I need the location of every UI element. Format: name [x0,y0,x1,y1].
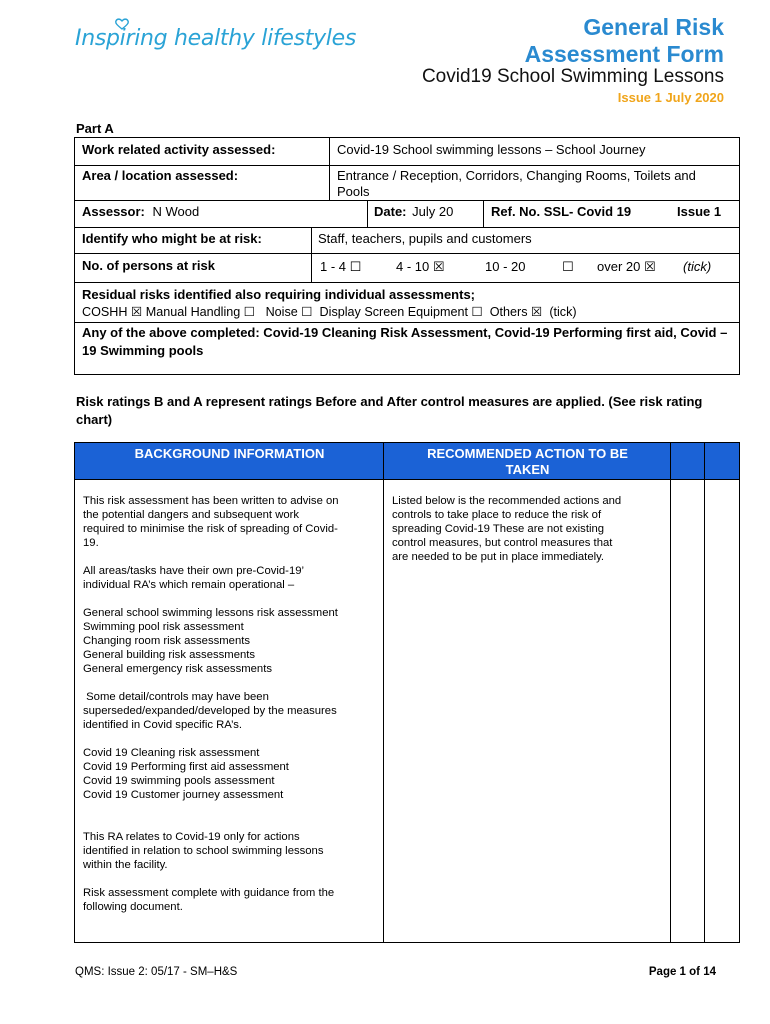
risk-ratings-note: Risk ratings B and A represent ratings Before and After control measures are applied. (See risk rating chart) [76,394,703,427]
background-info-text: This risk assessment has been written to advise on the potential dangers and subsequent work required to minimise the risk of spreading of Covid- 19. All areas/tasks have their own pre-Covid-19’ individual RA’s which remain operational – General school swimming lessons risk assessment Swimming pool risk assessment Changing room risk assessments General building risk assessments General emergency risk assessments Some detail/controls may have been superseded/expanded/developed by the measures identified in Covid specific RA’s. Covid 19 Cleaning risk assessment Covid 19 Performing first aid assessment Covid 19 swimming pools assessment Covid 19 Customer journey assessment This RA relates to Covid-19 only for actions identified in relation to school swimming lessons within the facility. Risk assessment complete with guidance from the following document. [83,495,339,913]
logo-text: Inspiring healthy lifestyles [75,26,357,51]
persons-tick-note: (tick) [683,259,712,274]
work-activity-label: Work related activity assessed: [82,142,276,157]
ref-issue: Issue 1 [677,204,722,219]
part-a-table [74,137,740,375]
who-at-risk-label: Identify who might be at risk: [82,231,262,246]
logo [75,18,355,62]
date-field [374,204,453,220]
issue-date: Issue 1 July 2020 [617,90,724,105]
who-at-risk-value: Staff, teachers, pupils and customers [318,231,532,246]
footer-doc-ref: QMS: Issue 2: 05/17 - SM–H&S [75,966,238,978]
persons-option-4-10[interactable]: 4 - 10 ☒ [396,259,445,274]
recommended-action-header: RECOMMENDED ACTION TO BE TAKEN [384,443,671,479]
residual-risks-heading: Residual risks identified also requiring individual assessments; [82,287,476,302]
work-activity-value: Covid-19 School swimming lessons – School Journey [337,142,646,157]
persons-at-risk-label: No. of persons at risk [82,258,215,273]
persons-checkbox-10-20[interactable]: ☐ [562,259,574,274]
assessor-value: N Wood [152,204,200,219]
form-title-line1: General Risk [583,14,724,40]
persons-option-over-20[interactable]: over 20 ☒ [597,259,656,274]
page-number: Page 1 of 14 [648,966,716,978]
area-value: Entrance / Reception, Corridors, Changing Rooms, Toilets and Pools [337,168,696,199]
persons-option-1-4[interactable]: 1 - 4 ☐ [320,259,362,274]
rating-b-header [671,443,705,479]
part-a-heading: Part A [76,121,114,136]
rating-a-header [705,443,739,479]
completed-assessments: Any of the above completed: Covid-19 Cleaning Risk Assessment, Covid-19 Performing first aid, Covid – 19 Swimming pools [82,325,728,358]
date-label: Date: [374,204,407,219]
form-title-line2: Assessment Form [524,41,724,67]
recommended-action-text: Listed below is the recommended actions and controls to take place to reduce the risk of spreading Covid-19 These are not existing control measures, but control measures that are needed to be put in place immediately. [392,495,622,563]
assessor-field [82,204,199,220]
residual-risks-options[interactable]: COSHH ☒ Manual Handling ☐ Noise ☐ Display Screen Equipment ☐ Others ☒ (tick) [82,305,577,319]
date-value: July 20 [412,204,454,219]
risk-table [74,442,740,943]
form-subtitle: Covid19 School Swimming Lessons [421,66,724,87]
assessor-label: Assessor: [82,204,145,219]
ref-number: Ref. No. SSL- Covid 19 [491,204,632,219]
background-info-header: BACKGROUND INFORMATION [75,443,384,479]
persons-option-10-20[interactable]: 10 - 20 [485,259,526,274]
area-label: Area / location assessed: [82,168,239,183]
